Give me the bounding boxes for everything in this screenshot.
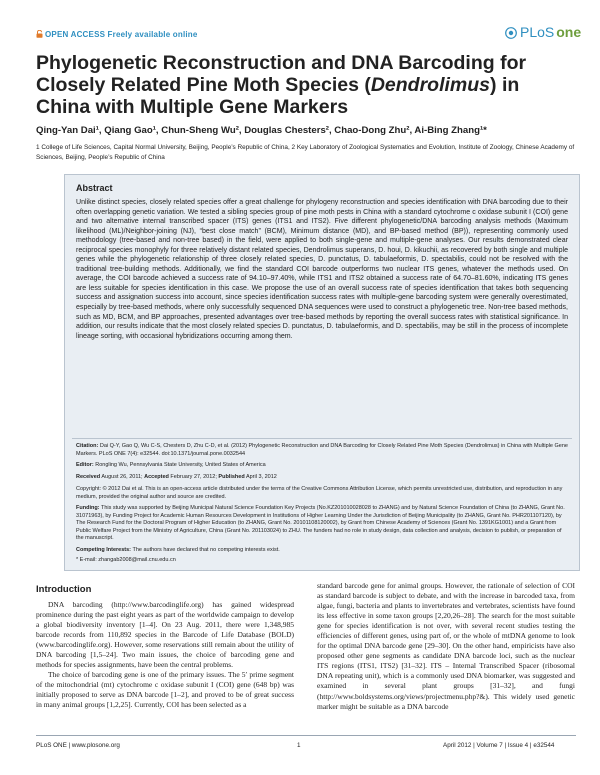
competing-interests bbox=[76, 547, 568, 555]
author-list: Qing-Yan Dai¹, Qiang Gao¹, Chun-Sheng Wu², Douglas Chesters², Chao-Dong Zhu², Ai-Bing Zhang¹* bbox=[36, 125, 487, 136]
citation-text: Dai Q-Y, Gao Q, Wu C-S, Chesters D, Zhu C-D, et al. (2012) Phylogenetic Reconstruction and DNA Barcoding for Closely Related Pine Moth Species (Dendrolimus) in China with Multiple Gene Markers. PLoS ONE 7(4): e32544. doi:10.1371/journal.pone.0032544 bbox=[76, 443, 568, 457]
open-access-badge bbox=[36, 30, 198, 39]
published-label: Published bbox=[218, 474, 245, 480]
footer-page-number: 1 bbox=[297, 742, 301, 749]
title-part2: ) in China with Multiple Gene Markers bbox=[36, 74, 520, 118]
received-label: Received bbox=[76, 474, 101, 480]
published-date: April 3, 2012 bbox=[245, 474, 277, 480]
footer-divider bbox=[36, 735, 576, 736]
editor-text: Rongling Wu, Pennsylvania State University, United States of America bbox=[95, 462, 266, 468]
article-title bbox=[36, 52, 556, 118]
editor-label: Editor: bbox=[76, 462, 94, 468]
abstract-text: Unlike distinct species, closely related species offer a great challenge for phylogeny reconstruction and species identification with DNA barcoding due to their often overlapping genetic variation. We tested a sibling species group of pine moth pests in China with a standard cytochrome c oxidase subunit I (COI) gene and two alternative internal transcribed spacer (ITS) genes (ITS1 and ITS2). Five different phylogenetic/DNA barcoding analysis methods (Maximum likelihood (ML)/Neighbor-joining (NJ), “best close match” (BCM), Minimum distance (MD), and BP-based method (BP)), representing commonly used methodology (tree-based and non-tree based) in the field, were applied to both single-gene and multiple-gene analyses. Our results demonstrated clear reciprocal species monophyly for three relatively distant related species, Dendrolimus superans, D. houi, D. kikuchii, as recovered by both single and multiple genes while the phylogenetic relationship of three closely related species, D. punctatus, D. tabulaeformis, D. spectabilis, could not be resolved with the traditional tree-building methods. Additionally, we find the standard COI barcode outperforms two nuclear ITS genes, whatever the methods used. On average, the COI barcode achieved a success rate of 94.10–97.40%, while ITS1 and ITS2 obtained a success rate of 64.70–81.60%, indicating ITS genes are less suitable for species identification in this case. We propose the use of an overall success rate of species identification that takes both sequencing success and assignation success into account, since species identification success rates with multiple-gene barcoding system were generally overestimated, especially by tree-based methods, where only successfully sequenced DNA sequences were used to construct a phylogenetic tree. Non-tree based methods, such as MD, BCM, and BP approaches, presented advantages over tree-based methods by reporting the overall success rates with statistical significance. In addition, our results indicate that the most closely related species D. punctatus, D. tabulaeformis, and D. spectabilis, may be still in the process of incomplete lineage sorting, with occasional hybridizations occurring among them. bbox=[76, 199, 568, 340]
logo-one-text: one bbox=[556, 24, 582, 40]
title-italic: Dendrolimus bbox=[370, 74, 491, 96]
title-part1: Phylogenetic Reconstruction and DNA Barcoding for Closely Related Pine Moth Species ( bbox=[36, 52, 527, 96]
intro-paragraph-2: The choice of barcoding gene is one of the primary issues. The 5′ prime segment of the mitochondrial (mt) cytochrome c oxidase subunit I (COI) gene (648 bp) was initially proposed to serve as DNA barcode [1–2], and proved to be of great success in many animal groups [1,2,25]. Currently, COI has been selected as a bbox=[36, 670, 294, 710]
competing-label: Competing Interests: bbox=[76, 547, 132, 553]
competing-text: The authors have declared that no competing interests exist. bbox=[132, 547, 280, 553]
abstract-divider bbox=[72, 438, 572, 439]
open-access-lock-icon bbox=[36, 30, 43, 38]
funding bbox=[76, 505, 568, 543]
footer-issue: April 2012 | Volume 7 | Issue 4 | e32544 bbox=[443, 742, 555, 749]
citation bbox=[76, 443, 568, 458]
intro-paragraph-3: standard barcode gene for animal groups. However, the rationale of selection of COI as standard barcode is subject to debate, and with the increase in barcoded taxa, from algae, fungi, bacteria and plants to invertebrates and vertebrates, scientists have found its less effective in some taxon groups [2,20,26–28]. The search for the most suitable gene for species identification is not over, with several recent studies testing the efficiencies of different genes, using part of, or the whole of mtDNA genome to look for the optimal DNA barcode gene [29–30]. On the other hand, empiricists have also proposed other gene segments as candidate DNA barcode loci, such as the nuclear ITS regions (ITS1, ITS2) [31–32]. ITS – Internal Transcribed Spacer (ribosomal DNA repeating unit), which is a commonly used DNA biomarker, was suggested and examined in several plant groups [31–32], and fungi (http://www.boldsystems.org/views/projectmenu.php?&). This widely used genetic marker might be suitable as a DNA barcode bbox=[317, 581, 575, 711]
abstract-heading: Abstract bbox=[76, 183, 113, 193]
accepted-date: February 27, 2012; bbox=[170, 474, 217, 480]
left-column bbox=[36, 600, 294, 711]
introduction-heading: Introduction bbox=[36, 584, 92, 595]
accepted-label: Accepted bbox=[144, 474, 169, 480]
open-access-text: OPEN ACCESS Freely available online bbox=[45, 30, 198, 39]
citation-label: Citation: bbox=[76, 443, 99, 449]
dates bbox=[76, 474, 568, 482]
affiliations: 1 College of Life Sciences, Capital Normal University, Beijing, People’s Republic of China, 2 Key Laboratory of Zoological Systematics and Evolution, Institute of Zoology, Chinese Academy of Sciences, Beijing, People’s Republic of China bbox=[36, 144, 575, 161]
plos-logo-icon bbox=[505, 27, 517, 39]
received-date: August 26, 2011; bbox=[101, 474, 143, 480]
copyright: Copyright: © 2012 Dai et al. This is an open-access article distributed under the terms of the Creative Commons Attribution License, which permits unrestricted use, distribution, and reproduction in any medium, provided the original author and source are credited. bbox=[76, 486, 563, 500]
editor bbox=[76, 462, 568, 470]
footer-journal[interactable]: PLoS ONE | www.plosone.org bbox=[36, 742, 120, 749]
logo-plos-text: PLoS bbox=[520, 24, 555, 40]
right-column bbox=[317, 581, 575, 712]
plos-one-logo[interactable] bbox=[505, 24, 581, 40]
funding-text: This study was supported by Beijing Municipal Natural Science Foundation Key Projects (No.KZ201010028028 to ZHANG) and by Natural Science Foundation of China (to ZHANG, Grant No. 31071963), by Funding Project for Academic Human Resources Development in Institutions of Higher Learning Under the Jurisdiction of Beijing Municipality (to ZHANG, Grant No. PHR201107120), by The Research Fund for the Doctoral Program of Higher Education (to ZHANG, Grant No. 20101108120002), by Grant from Chinese Academy of Sciences (Grant No. 1391KG1001) and a Grant from Public Welfare Project from the Ministry of Agriculture, China (Grant No. 201103024) to ZHU. The funders had no role in study design, data collection and analysis, decision to publish, or preparation of the manuscript. bbox=[76, 505, 565, 542]
intro-paragraph-1: DNA barcoding (http://www.barcodinglife.org) has gained widespread prominence during the past eight years as part of the worldwide campaign to develop a global biodiversity inventory [1–4]. On 23 Aug. 2011, there were 1,348,985 barcode records from 110,892 species in the Barcode of Life Database (BOLD) (www.barcodinglife.org). However, some reservations still remain about the utility of DNA barcoding [1,5–24]. Two main issues, the choice of barcoding gene and methods for species assignments, have been the central problems. bbox=[36, 600, 294, 670]
funding-label: Funding: bbox=[76, 505, 100, 511]
corresponding-email[interactable]: * E-mail: zhangab2008@mail.cnu.edu.cn bbox=[76, 557, 176, 563]
